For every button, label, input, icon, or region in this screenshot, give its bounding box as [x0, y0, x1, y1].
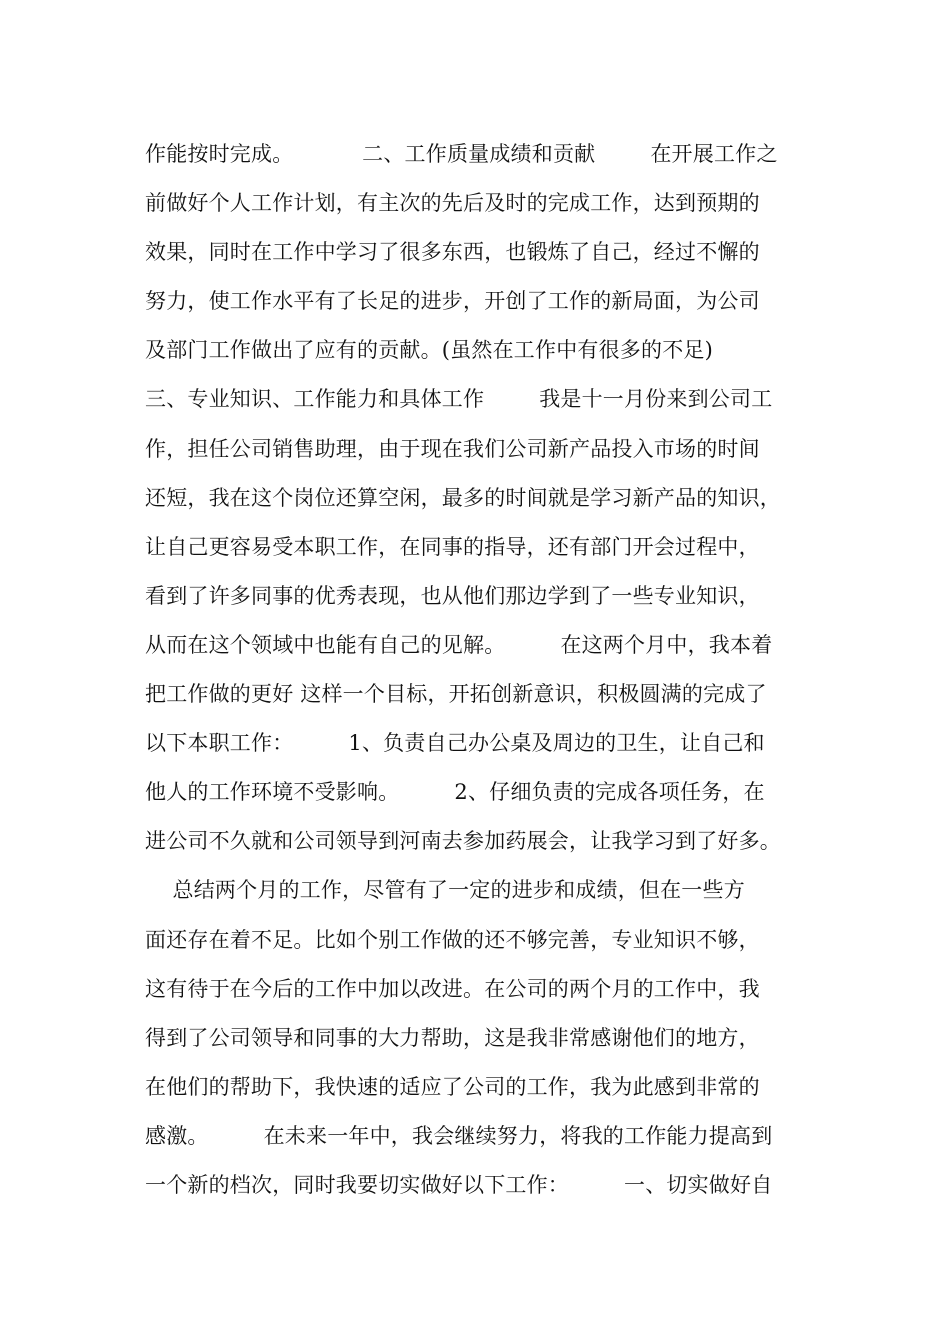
body-text [145, 130, 825, 1210]
text-line: 面还存在着不足。比如个别工作做的还不够完善，专业知识不够， [145, 927, 760, 952]
text-line: 他人的工作环境不受影响。 2、仔细负责的完成各项任务，在 [145, 780, 765, 805]
text-line: 前做好个人工作计划，有主次的先后及时的完成工作，达到预期的 [145, 191, 760, 216]
text-line: 让自己更容易受本职工作，在同事的指导，还有部门开会过程中， [145, 534, 760, 559]
text-line: 感激。 在未来一年中，我会继续努力，将我的工作能力提高到 [145, 1123, 773, 1148]
text-line: 作，担任公司销售助理，由于现在我们公司新产品投入市场的时间 [145, 436, 760, 461]
text-line: 看到了许多同事的优秀表现，也从他们那边学到了一些专业知识， [145, 583, 760, 608]
text-line: 及部门工作做出了应有的贡献。(虽然在工作中有很多的不足) [145, 338, 713, 363]
text-line: 以下本职工作： 1、负责自己办公桌及周边的卫生，让自己和 [145, 731, 765, 756]
text-line: 从而在这个领域中也能有自己的见解。 在这两个月中，我本着 [145, 632, 773, 657]
text-line: 效果，同时在工作中学习了很多东西，也锻炼了自己，经过不懈的 [145, 240, 760, 265]
text-line: 这有待于在今后的工作中加以改进。在公司的两个月的工作中，我 [145, 976, 760, 1001]
text-line: 总结两个月的工作，尽管有了一定的进步和成绩，但在一些方 [145, 878, 745, 903]
text-line: 在他们的帮助下，我快速的适应了公司的工作，我为此感到非常的 [145, 1074, 760, 1099]
text-line: 进公司不久就和公司领导到河南去参加药展会，让我学习到了好多。 [145, 829, 781, 854]
text-line: 一个新的档次，同时我要切实做好以下工作： 一、切实做好自 [145, 1172, 773, 1197]
text-line: 得到了公司领导和同事的大力帮助，这是我非常感谢他们的地方， [145, 1025, 760, 1050]
text-line: 作能按时完成。 二、工作质量成绩和贡献 在开展工作之 [145, 142, 778, 166]
text-line: 努力，使工作水平有了长足的进步，开创了工作的新局面，为公司 [145, 289, 760, 314]
text-line: 三、专业知识、工作能力和具体工作 我是十一月份来到公司工 [145, 387, 773, 412]
text-line: 还短，我在这个岗位还算空闲，最多的时间就是学习新产品的知识， [145, 485, 781, 510]
text-line: 把工作做的更好 这样一个目标，开拓创新意识，积极圆满的完成了 [145, 682, 767, 707]
